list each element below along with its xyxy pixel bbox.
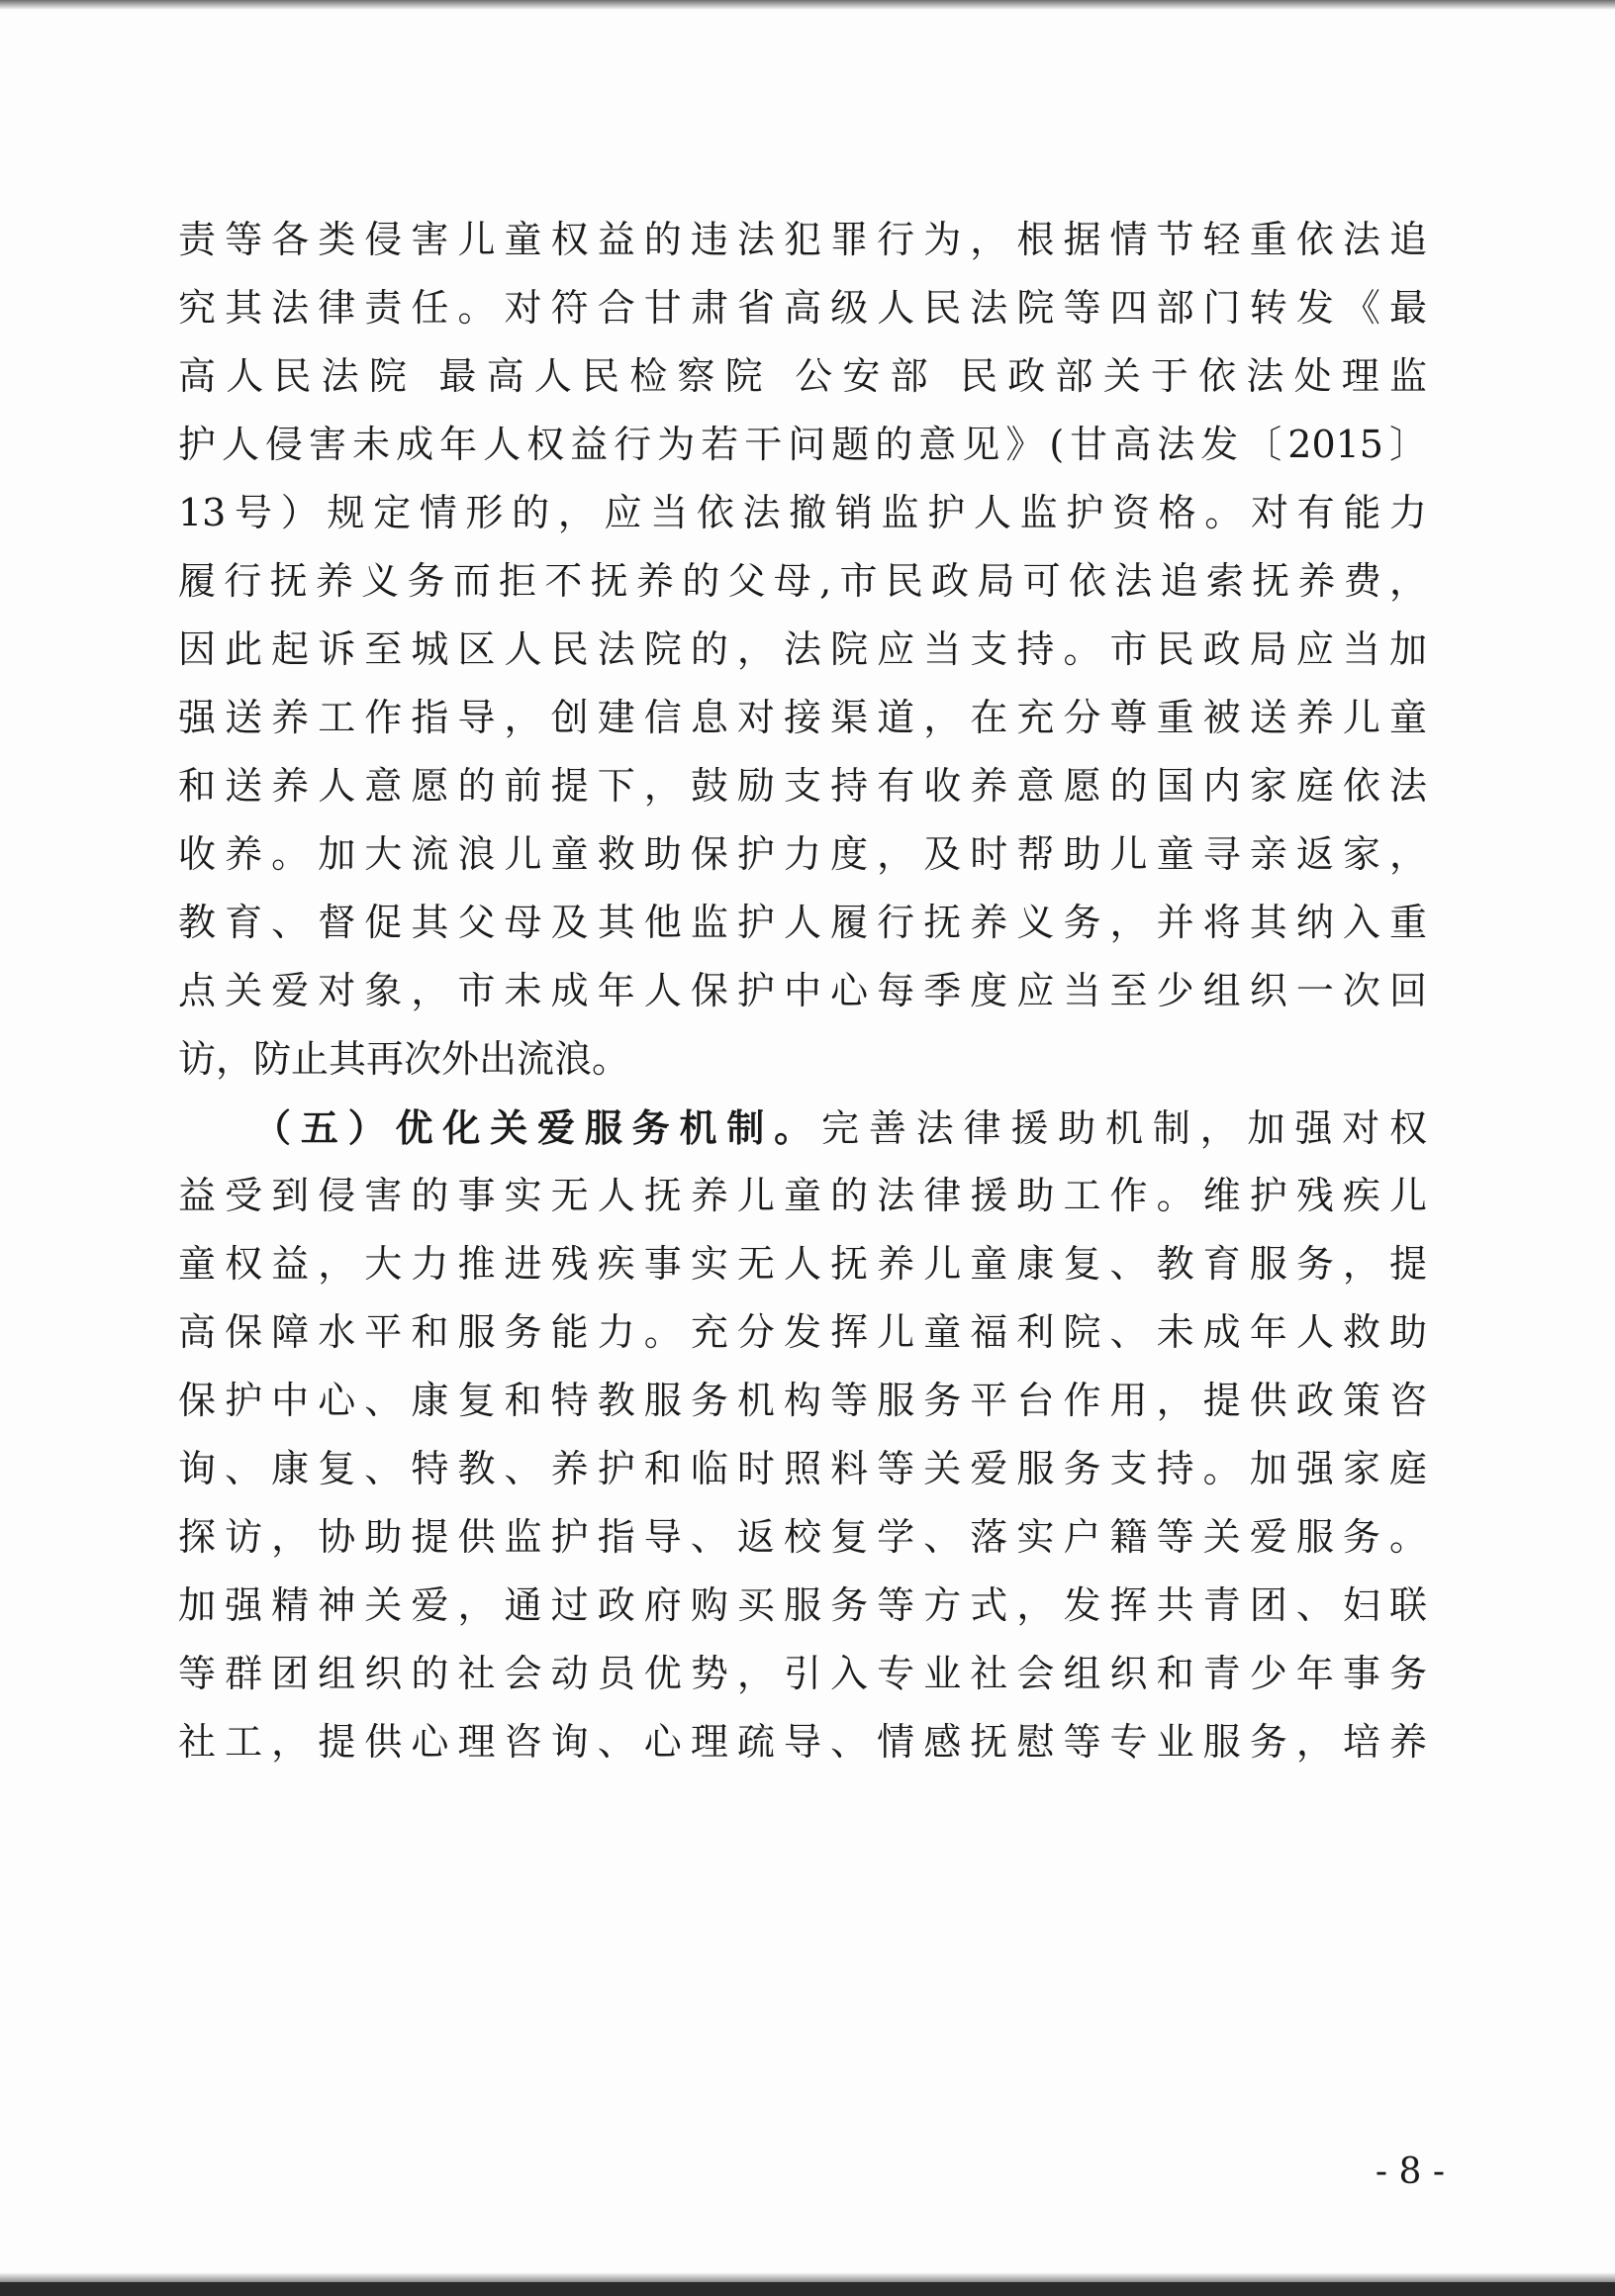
scan-top-edge [0, 0, 1615, 10]
text-line: 和送养人意愿的前提下，鼓励支持有收养意愿的国内家庭依法 [178, 764, 1427, 808]
text-line: 履行抚养义务而拒不抚养的父母,市民政局可依法追索抚养费， [178, 559, 1427, 603]
text-line: 高人民法院 最高人民检察院 公安部 民政部关于依法处理监 [178, 354, 1427, 398]
text-line: 教育、督促其父母及其他监护人履行抚养义务，并将其纳入重 [178, 901, 1427, 944]
text-line: 强送养工作指导，创建信息对接渠道，在充分尊重被送养儿童 [178, 696, 1427, 739]
text-line: 童权益，大力推进残疾事实无人抚养儿童康复、教育服务，提 [178, 1242, 1427, 1286]
text-line: 收养。加大流浪儿童救助保护力度，及时帮助儿童寻亲返家， [178, 832, 1427, 876]
text-line: 益受到侵害的事实无人抚养儿童的法律援助工作。维护残疾儿 [178, 1174, 1427, 1217]
document-body [178, 206, 1427, 1776]
text-line: 高保障水平和服务能力。充分发挥儿童福利院、未成年人救助 [178, 1310, 1427, 1354]
text-line: 探访，协助提供监护指导、返校复学、落实户籍等关爱服务。 [178, 1515, 1427, 1559]
text-line: 护人侵害未成年人权益行为若干问题的意见》(甘高法发〔2015〕 [178, 423, 1427, 466]
text-line: 加强精神关爱，通过政府购买服务等方式，发挥共青团、妇联 [178, 1583, 1427, 1627]
text-line: 13号）规定情形的，应当依法撤销监护人监护资格。对有能力 [178, 491, 1427, 534]
text-line: 社工，提供心理咨询、心理疏导、情感抚慰等专业服务，培养 [178, 1720, 1427, 1764]
scan-bottom-shadow [0, 2272, 1615, 2282]
text-line: 访，防止其再次外出流浪。 [178, 1037, 630, 1081]
section-first-line-text: 完善法律援助机制，加强对权 [821, 1106, 1427, 1150]
section-first-line [178, 1094, 1427, 1162]
text-line: 究其法律责任。对符合甘肃省高级人民法院等四部门转发《最 [178, 286, 1427, 330]
page-number: - 8 - [1375, 2152, 1445, 2192]
text-line: 责等各类侵害儿童权益的违法犯罪行为，根据情节轻重依法追 [178, 218, 1427, 261]
scan-bottom-edge [0, 2282, 1615, 2296]
text-line: 询、康复、特教、养护和临时照料等关爱服务支持。加强家庭 [178, 1447, 1427, 1490]
text-line: 点关爱对象，市未成年人保护中心每季度应当至少组织一次回 [178, 969, 1427, 1012]
section-heading: （五）优化关爱服务机制。 [253, 1105, 821, 1150]
text-line: 等群团组织的社会动员优势，引入专业社会组织和青少年事务 [178, 1652, 1427, 1695]
text-line: 因此起诉至城区人民法院的，法院应当支持。市民政局应当加 [178, 627, 1427, 671]
text-line: 保护中心、康复和特教服务机构等服务平台作用，提供政策咨 [178, 1379, 1427, 1422]
